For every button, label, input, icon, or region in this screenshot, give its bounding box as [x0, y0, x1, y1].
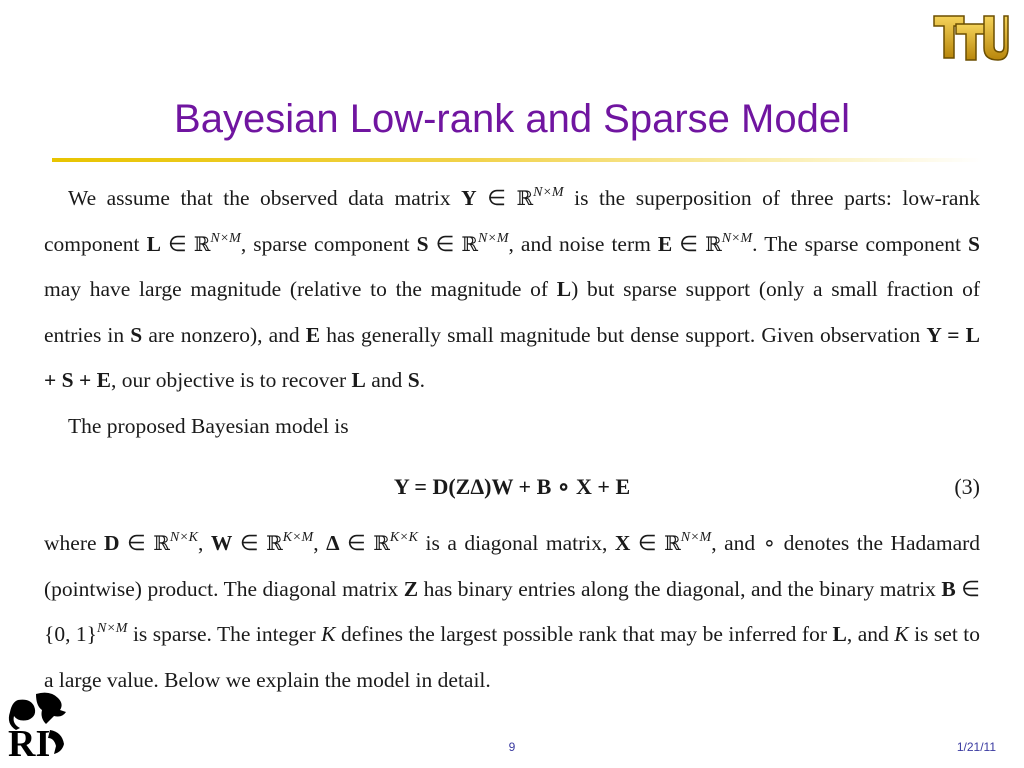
- ttu-logo: [930, 8, 1010, 66]
- paragraph-1: We assume that the observed data matrix Y ∈ ℝ$^{N\times M}$ is the superposition of three parts: low-rank component L ∈ ℝ$^{N\times M}$, sparse component S ∈ ℝ$^{N\times M}$, and noise term E ∈ ℝ$^{N\times M}$. The sparse component S may have large magnitude (relative to the magnitude of L) but sparse support (only a small fraction of entries in S are nonzero), and E has generally small magnitude but dense support. Given observation Y = L + S + E, our objective is to recover L and S.: [44, 185, 980, 392]
- equation-content: Y = D(ZΔ)W + B ∘ X + E: [393, 474, 631, 499]
- slide-date: 1/21/11: [956, 740, 996, 754]
- paragraph-3: where D ∈ ℝ$^{N\times K}$, W ∈ ℝ$^{K\times M}$, Δ ∈ ℝ$^{K\times K}$ is a diagonal matrix, X ∈ ℝ$^{N\times M}$, and ∘ denotes the Hadamard (pointwise) product. The diagonal matrix Z has binary entries along the diagonal, and the binary matrix B ∈ {0, 1}$^{N\times M}$ is sparse. The integer K defines the largest possible rank that may be inferred for L, and K is set to a large value. Below we explain the model in detail.: [44, 530, 981, 692]
- paragraph-2: The proposed Bayesian model is: [68, 413, 349, 438]
- slide-title: Bayesian Low-rank and Sparse Model: [174, 96, 850, 141]
- equation-3: [44, 457, 980, 517]
- slide-body: [44, 176, 980, 703]
- svg-text:RI: RI: [8, 723, 51, 762]
- title-underline: [52, 158, 982, 162]
- page-number: 9: [508, 740, 516, 754]
- equation-number: (3): [954, 474, 980, 499]
